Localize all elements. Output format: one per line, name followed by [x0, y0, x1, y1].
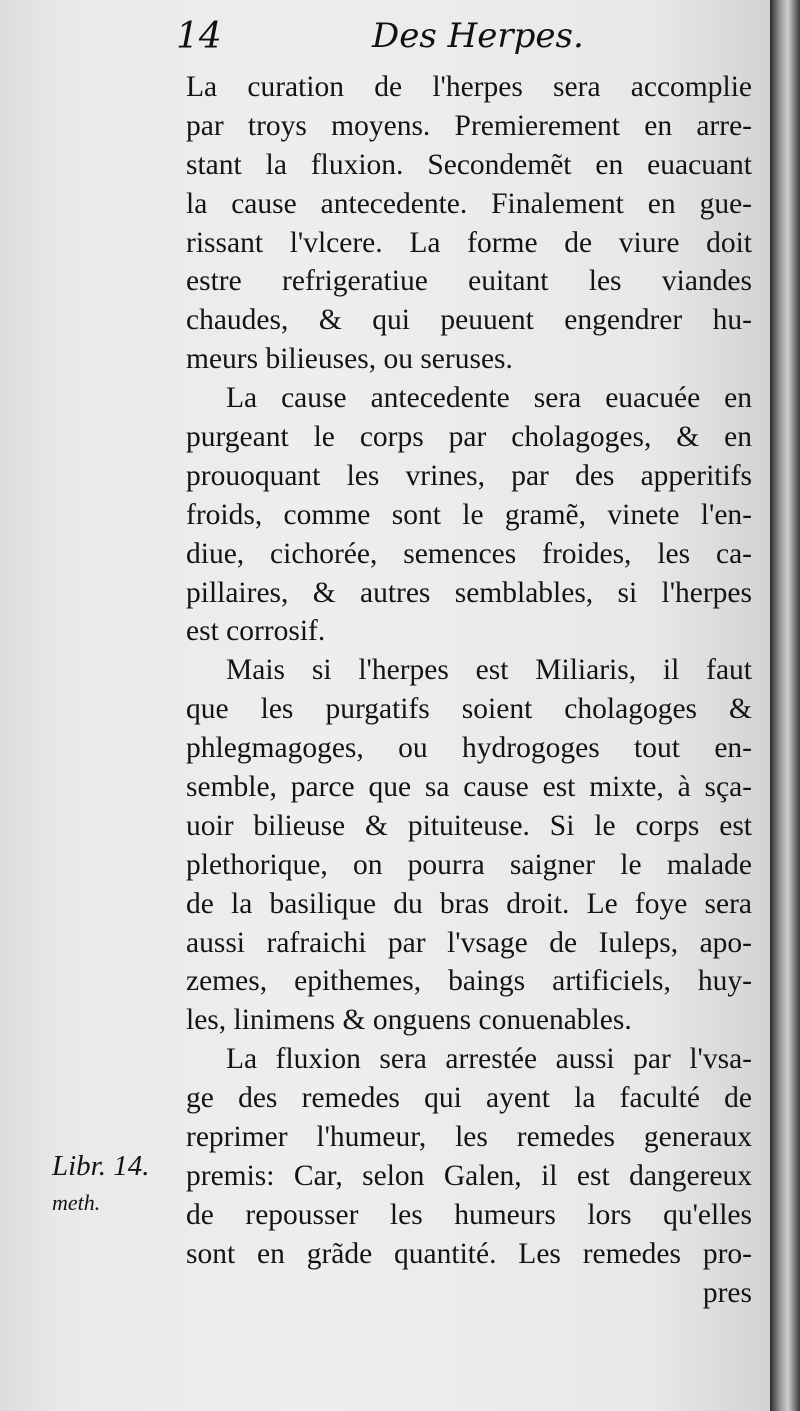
margin-note: meth. — [52, 1190, 101, 1215]
text-line: estre refrigeratiue euitant les viandes — [186, 265, 752, 298]
text-line: premis: Car, selon Galen, il est dangereux — [186, 1159, 752, 1192]
text-line: meurs bilieuses, ou seruses. — [186, 343, 513, 376]
text-line: prouoquant les vrines, par des apperitifs — [186, 459, 752, 492]
text-line: chaudes, & qui peuuent engendrer hu- — [186, 304, 752, 337]
text-line: par troys moyens. Premierement en arre- — [186, 109, 752, 142]
text-line: phlegmagoges, ou hydrogoges tout en- — [186, 732, 752, 765]
text-line: zemes, epithemes, baings artificiels, huy- — [186, 965, 752, 998]
text-line: La cause antecedente sera euacuée en — [226, 382, 752, 415]
text-line: purgeant le corps par cholagoges, & en — [186, 421, 752, 454]
catchword: pres — [702, 1276, 752, 1309]
text-line: semble, parce que sa cause est mixte, à sça- — [186, 771, 752, 804]
text-line: froids, comme sont le gramẽ, vinete l'en- — [186, 498, 752, 531]
margin-note: Libr. 14. — [52, 1150, 150, 1182]
page-header — [0, 12, 770, 62]
page-number: 14 — [176, 16, 222, 57]
text-line: ge des remedes qui ayent la faculté de — [186, 1082, 752, 1115]
text-line: reprimer l'humeur, les remedes generaux — [186, 1121, 752, 1154]
text-line: est corrosif. — [186, 615, 326, 648]
text-line: sont en grãde quantité. Les remedes pro- — [186, 1237, 752, 1270]
text-line: de repousser les humeurs lors qu'elles — [186, 1198, 752, 1231]
text-line: la cause antecedente. Finalement en gue- — [186, 187, 752, 220]
text-line: Mais si l'herpes est Miliaris, il faut — [226, 654, 752, 687]
text-line: diue, cichorée, semences froides, les ca- — [186, 537, 752, 570]
text-line: La fluxion sera arrestée aussi par l'vsa- — [226, 1043, 752, 1076]
text-line: les, linimens & onguens conuenables. — [186, 1004, 632, 1037]
text-line: uoir bilieuse & pituiteuse. Si le corps est — [186, 809, 752, 842]
text-body — [186, 68, 752, 1313]
page-edge — [770, 0, 800, 1411]
text-line: plethorique, on pourra saigner le malade — [186, 848, 752, 881]
text-line: pillaires, & autres semblables, si l'herpes — [186, 576, 752, 609]
text-line: rissant l'vlcere. La forme de viure doit — [186, 226, 752, 259]
running-title: Des Herpes. — [372, 16, 584, 56]
text-line: de la basilique du bras droit. Le foye sera — [186, 887, 752, 920]
text-line: stant la fluxion. Secondemẽt en euacuant — [186, 148, 752, 181]
text-line: aussi rafraichi par l'vsage de Iuleps, apo- — [186, 926, 752, 959]
text-line: que les purgatifs soient cholagoges & — [186, 693, 752, 726]
text-line: La curation de l'herpes sera accomplie — [186, 71, 752, 103]
